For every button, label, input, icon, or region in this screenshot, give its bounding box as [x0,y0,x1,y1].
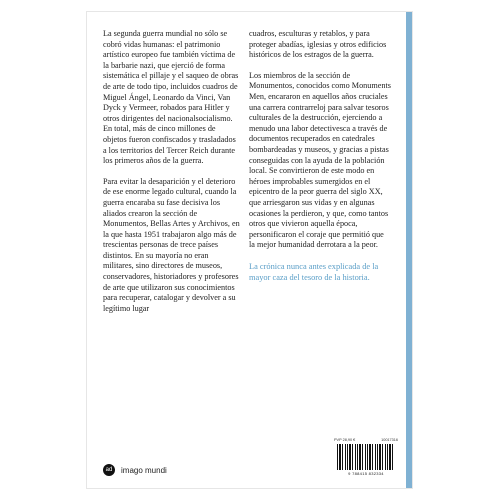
barcode-block [334,438,398,478]
barcode-header [334,438,398,442]
right-paragraph-2: Los miembros de la sección de Monumentos, conocidos como Monuments Men, encararon en aquellos años cruciales una carrera contrarreloj para salvar tesoros culturales de la destrucción, ejerciendo a menudo una labor detectivesca a través de documentos recuperados en catedrales bombardeadas y museos, y gracias a pistas conseguidas con la ayuda de la población local. Se convirtieron de este modo en héroes improbables sumergidos en el epicentro de la peor guerra del siglo XX, que arriesgaron sus vidas y en algunas ocasiones la perdieron, y que, como tantos otros que vivieron aquella época, personificaron el coraje que permitió que la mejor humanidad derrotara a la peor. [249,70,391,250]
left-paragraph-1: La segunda guerra mundial no sólo se cobró vidas humanas: el patrimonio artístico europeo fue también víctima de la barbarie nazi, que ejerció de forma sistemática el pillaje y el saqueo de obras de arte de todo tipo, incluidos cuadros de Miguel Ángel, Leonardo da Vinci, Van Dyck y Vermeer, robados para Hitler y otros dirigentes del nacionalsocialismo. En total, más de cinco millones de objetos fueron confiscados y trasladados a los territorios del Tercer Reich durante los primeros años de la guerra. [103,29,239,166]
cover-spine-stripe [406,12,412,488]
barcode-icon [337,444,395,470]
product-code: 10017316 [381,438,398,442]
publisher-imprint [103,464,167,476]
book-back-cover [87,12,412,488]
left-paragraph-2: Para evitar la desaparición y el deterioro de ese enorme legado cultural, cuando la guerra encaraba su fase decisiva los aliados crearon la sección de Monumentos, Bellas Artes y Archivos, en la que hasta 1951 trabajaron algo más de trescientas personas de trece países distintos. En su mayoría no eran militares, sino directores de museos, conservadores, historiadores y profesores de arte que utilizaron sus conocimientos para recuperar, catalogar y devolver a su legítimo lugar [103,176,240,313]
isbn-digits: 9 788415 832334 [348,471,384,476]
left-text-column [103,29,241,324]
tagline: La crónica nunca antes explicada de la mayor caza del tesoro de la historia. [249,261,379,282]
publisher-name: imago mundi [121,465,167,475]
price-label: PVP 28,90 € [334,438,356,442]
right-paragraph-1: cuadros, esculturas y retablos, y para proteger abadías, iglesias y otros edificios históricos de los estragos de la guerra. [249,29,387,60]
publisher-logo-icon: ad [103,464,115,476]
right-text-column [249,29,391,293]
